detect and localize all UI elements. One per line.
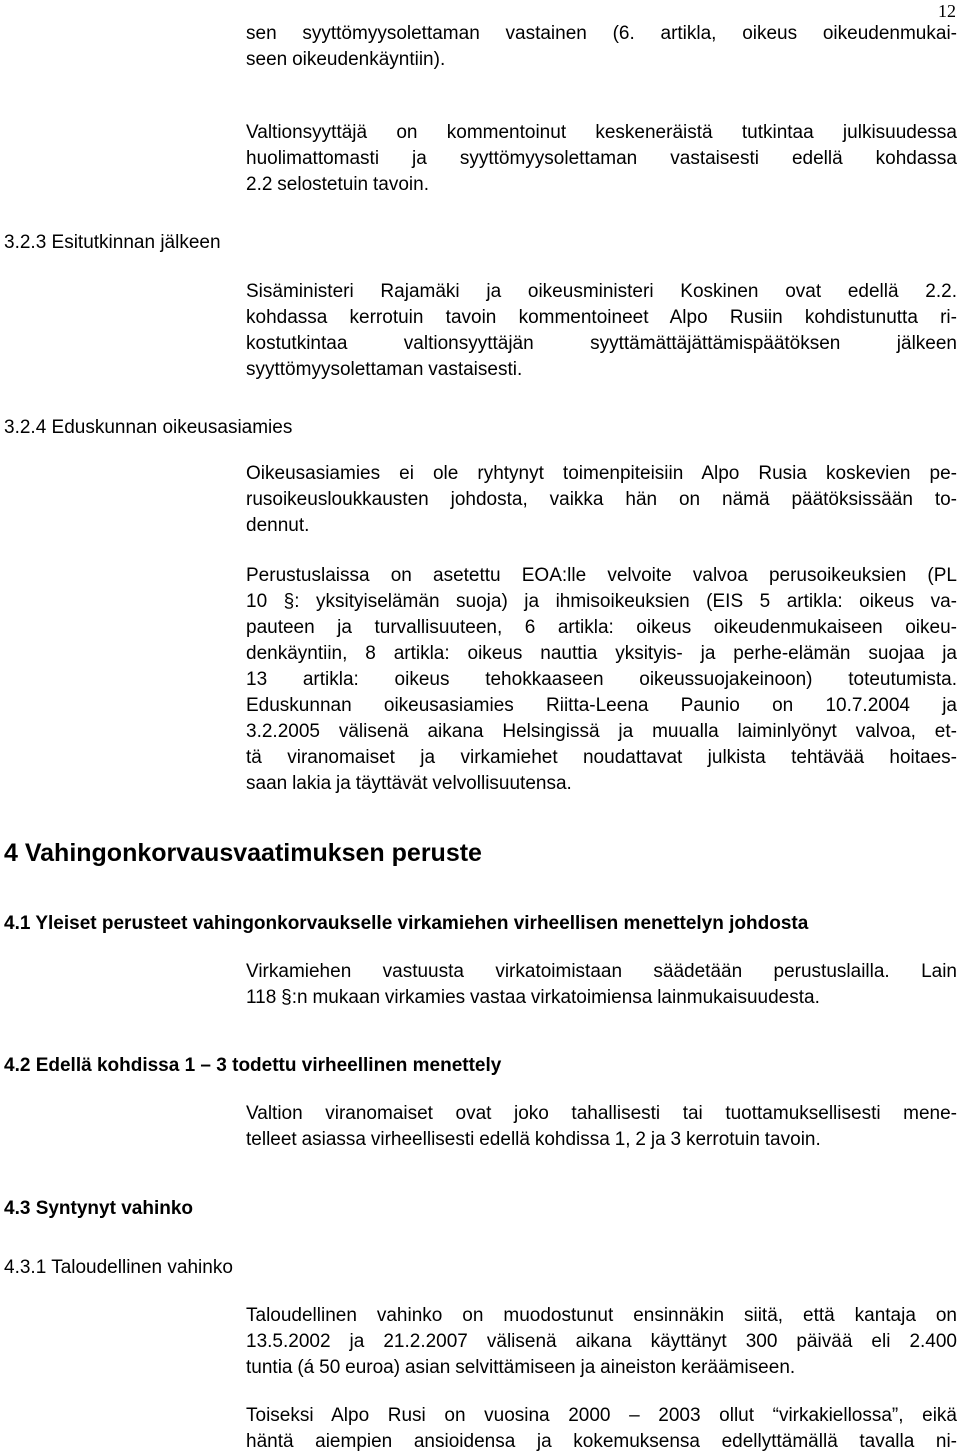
text-line: 13.5.2002 ja 21.2.2007 välisenä aikana käyttänyt 300 päivää eli 2.400	[246, 1331, 957, 1352]
paragraph-8	[246, 1303, 957, 1381]
heading-3-2-4: 3.2.4 Eduskunnan oikeusasiamies	[4, 417, 293, 438]
text-line: huolimattomasti ja syyttömyysolettaman vastaisesti edellä kohdassa	[246, 148, 957, 169]
text-line: sen syyttömyysolettaman vastainen (6. artikla, oikeus oikeudenmukai-	[246, 23, 957, 44]
paragraph-5	[246, 563, 957, 797]
text-line: Taloudellinen vahinko on muodostunut ensinnäkin siitä, että kantaja on	[246, 1305, 957, 1326]
text-line: telleet asiassa virheellisesti edellä kohdissa 1, 2 ja 3 kerrotuin tavoin.	[246, 1129, 821, 1150]
text-line: seen oikeudenkäyntiin).	[246, 49, 446, 70]
paragraph-7	[246, 1101, 957, 1153]
text-line: 10 §: yksityiselämän suoja) ja ihmisoikeuksien (EIS 5 artikla: oikeus va-	[246, 591, 957, 612]
text-line: häntä aiempien ansioidensa ja kokemuksensa edellyttämällä tavalla ni-	[246, 1431, 957, 1452]
heading-4-1: 4.1 Yleiset perusteet vahingonkorvaukselle virkamiehen virheellisen menettelyn johdosta	[4, 913, 809, 934]
text-line: Perustuslaissa on asetettu EOA:lle velvoite valvoa perusoikeuksien (PL	[246, 565, 957, 586]
text-line: Virkamiehen vastuusta virkatoimistaan säädetään perustuslailla. Lain	[246, 961, 957, 982]
text-line: syyttömyysolettaman vastaisesti.	[246, 359, 523, 380]
text-line: 2.2 selostetuin tavoin.	[246, 174, 429, 195]
text-line: tä viranomaiset ja virkamiehet noudattavat julkista tehtävää hoitaes-	[246, 747, 957, 768]
page-number: 12	[938, 1, 956, 21]
text-line: Eduskunnan oikeusasiamies Riitta-Leena Paunio on 10.7.2004 ja	[246, 695, 957, 716]
paragraph-2	[246, 120, 957, 198]
text-line: Toiseksi Alpo Rusi on vuosina 2000 – 2003 ollut “virkakiellossa”, eikä	[246, 1405, 957, 1426]
paragraph-4	[246, 461, 957, 539]
paragraph-1	[246, 21, 957, 73]
paragraph-9	[246, 1403, 957, 1455]
text-line: kostutkintaa valtionsyyttäjän syyttämättäjättämispäätöksen jälkeen	[246, 333, 957, 354]
text-line: pauteen ja turvallisuuteen, 6 artikla: oikeus oikeudenmukaiseen oikeu-	[246, 617, 957, 638]
heading-4-2: 4.2 Edellä kohdissa 1 – 3 todettu virheellinen menettely	[4, 1055, 502, 1076]
text-line: dennut.	[246, 515, 310, 536]
paragraph-6	[246, 959, 957, 1011]
text-line: 13 artikla: oikeus tehokkaaseen oikeussuojakeinoon) toteutumista.	[246, 669, 957, 690]
text-line: denkäyntiin, 8 artikla: oikeus nauttia yksityis- ja perhe-elämän suojaa ja	[246, 643, 957, 664]
heading-3-2-3: 3.2.3 Esitutkinnan jälkeen	[4, 232, 221, 253]
heading-4-3-1: 4.3.1 Taloudellinen vahinko	[4, 1257, 233, 1278]
heading-4-3: 4.3 Syntynyt vahinko	[4, 1198, 194, 1219]
text-line: Valtion viranomaiset ovat joko tahallisesti tai tuottamuksellisesti mene-	[246, 1103, 957, 1124]
text-line: tuntia (á 50 euroa) asian selvittämiseen ja aineiston keräämiseen.	[246, 1357, 796, 1378]
text-line: Valtionsyyttäjä on kommentoinut keskeneräistä tutkintaa julkisuudessa	[246, 122, 957, 143]
paragraph-3	[246, 279, 957, 383]
text-line: 118 §:n mukaan virkamies vastaa virkatoimiensa lainmukaisuudesta.	[246, 987, 820, 1008]
text-line: 3.2.2005 välisenä aikana Helsingissä ja muualla laiminlyönyt valvoa, et-	[246, 721, 957, 742]
text-line: Oikeusasiamies ei ole ryhtynyt toimenpiteisiin Alpo Rusia koskevien pe-	[246, 463, 957, 484]
text-line: Sisäministeri Rajamäki ja oikeusministeri Koskinen ovat edellä 2.2.	[246, 281, 957, 302]
heading-4: 4 Vahingonkorvausvaatimuksen peruste	[4, 839, 482, 867]
text-line: rusoikeusloukkausten johdosta, vaikka hän on nämä päätöksissään to-	[246, 489, 957, 510]
text-line: saan lakia ja täyttävät velvollisuutensa.	[246, 773, 572, 794]
text-line: kohdassa kerrotuin tavoin kommentoineet Alpo Rusiin kohdistunutta ri-	[246, 307, 957, 328]
